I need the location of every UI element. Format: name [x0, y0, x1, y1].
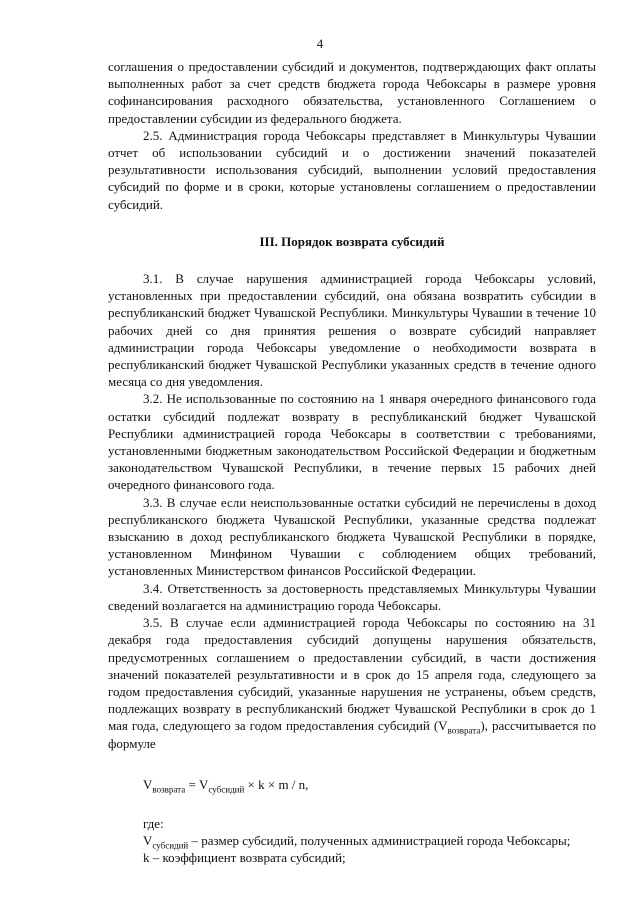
page-number: 4	[316, 36, 324, 51]
formula-sub-vozvrata: возврата	[152, 784, 186, 795]
definition-text: – размер субсидий, полученных администрацией города Чебоксары;	[188, 833, 571, 849]
paragraph-3-5	[108, 614, 596, 752]
formula-v: V	[143, 776, 153, 792]
definition-k: k – коэффициент возврата субсидий;	[143, 850, 346, 866]
definitions-intro: где:	[143, 815, 164, 831]
paragraph-3-5-main: 3.5. В случае если администрацией города Чебоксары по состоянию на 31 декабря года предоставления субсидий допущены нарушения обязательств, предусмотренных соглашением о предоставлении субсидий, в части достижения значений показателей результативности и в срок до 15 апреля года, следующего за годом предоставления субсидий, указанные нарушения не устранены, объем средств, подлежащих возврату в республиканский бюджет Чувашской Республики в срок до 1 мая года, следующего за годом предоставления субсидий (V	[108, 615, 596, 734]
formula-rest: × k × m / n,	[244, 776, 309, 792]
section-heading: III. Порядок возврата субсидий	[259, 233, 445, 249]
paragraph-3-2: 3.2. Не использованные по состоянию на 1 января очередного финансового года остатки субсидий подлежат возврату в республиканский бюджет Чувашской Республики администрацией города Чебоксары в соответствии с требованиями, установленными бюджетным законодательством Российской Федерации и бюджетным законодательством Чувашской Республики, в течение первых 15 рабочих дней очередного финансового года.	[108, 391, 596, 493]
paragraph-continuation: соглашения о предоставлении субсидий и документов, подтверждающих факт оплаты выполненных работ за счет средств бюджета города Чебоксары в размере уровня софинансирования расходного обязательства, установленного Соглашением о предоставлении субсидии из федерального бюджета.	[108, 59, 596, 126]
paragraph-3-4: 3.4. Ответственность за достоверность представляемых Минкультуры Чувашии сведений возлагается на администрацию города Чебоксары.	[108, 580, 596, 613]
definition-v-subsidiy	[108, 832, 596, 849]
paragraph-3-3: 3.3. В случае если неиспользованные остатки субсидий не перечислены в доход республиканского бюджета Чувашской Республики, указанные средства подлежат взысканию в доход республиканского бюджета Чувашской Республики в порядке, установленном Минфином Чувашии с соблюдением общих требований, установленных Министерством финансов Российской Федерации.	[108, 494, 596, 579]
formula-equals: = V	[185, 776, 209, 792]
definition-v: V	[143, 833, 153, 849]
subscript-vozvrata: возврата	[447, 725, 481, 736]
paragraph-3-1: 3.1. В случае нарушения администрацией города Чебоксары условий, установленных при предоставлении субсидий, она обязана возвратить субсидии в республиканский бюджет Чувашской Республики. Минкультуры Чувашии в течение 10 рабочих дней со дня принятия решения о возврате субсидий направляет администрации города Чебоксары уведомление о необходимости возврата в республиканский бюджет Чувашской Республики указанных средств в течение одного месяца со дня уведомления.	[108, 271, 596, 390]
paragraph-2-5: 2.5. Администрация города Чебоксары представляет в Минкультуры Чувашии отчет об использовании субсидий и о достижении значений показателей результативности использования субсидий, выполнении условий предоставления субсидий по форме и в сроки, которые установлены соглашением о предоставлении субсидий.	[108, 127, 596, 212]
paragraph-3-5-tail: ), рассчитывается по формуле	[108, 718, 596, 751]
formula-sub-subsidiy: субсидий	[208, 784, 245, 795]
definition-sub: субсидий	[152, 840, 189, 851]
document-body	[108, 58, 596, 867]
formula	[143, 776, 596, 793]
